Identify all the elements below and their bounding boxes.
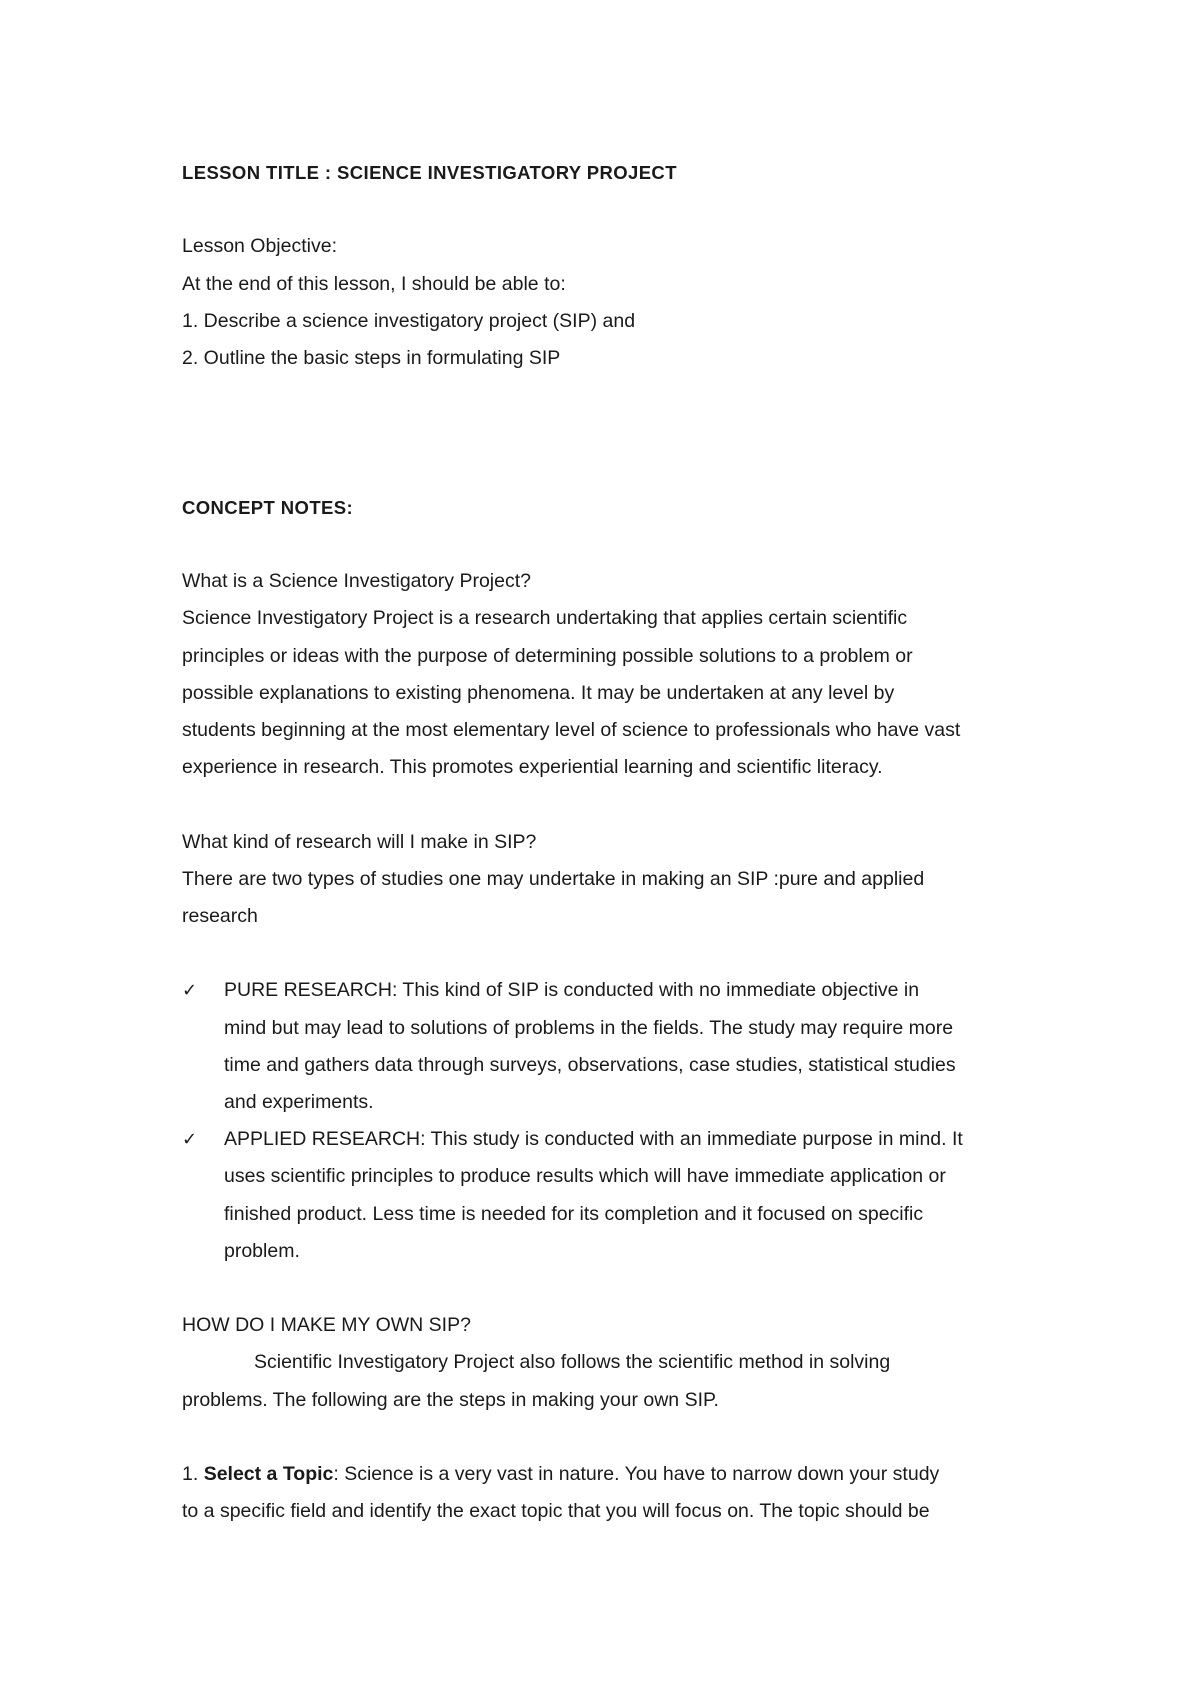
concept-notes-heading: CONCEPT NOTES: xyxy=(182,496,354,518)
list-item-line: time and gathers data through surveys, observations, case studies, statistical studies xyxy=(224,1053,956,1076)
question-how-to-make-sip: HOW DO I MAKE MY OWN SIP? xyxy=(182,1314,471,1337)
paragraph-line: There are two types of studies one may undertake in making an SIP :pure and applied xyxy=(182,867,925,890)
step-1-title: Select a Topic xyxy=(203,1463,334,1485)
list-item-line: and experiments. xyxy=(224,1091,374,1113)
paragraph-line: possible explanations to existing phenomena. It may be undertaken at any level by xyxy=(182,681,895,704)
objective-label: Lesson Objective: xyxy=(182,235,338,258)
paragraph-line: to a specific field and identify the exact topic that you will focus on. The topic should be xyxy=(182,1500,930,1523)
step-1-text: : Science is a very vast in nature. You have to narrow down your study xyxy=(333,1463,940,1485)
pure-research-item xyxy=(182,972,1032,1121)
list-item-line: PURE RESEARCH: This kind of SIP is conducted with no immediate objective in xyxy=(224,979,920,1002)
objective-item-2: 2. Outline the basic steps in formulating SIP xyxy=(182,347,561,369)
checkmark-icon: ✓ xyxy=(182,980,198,1001)
paragraph-line: principles or ideas with the purpose of determining possible solutions to a problem or xyxy=(182,644,913,667)
list-item-line: finished product. Less time is needed for its completion and it focused on specific xyxy=(224,1202,924,1225)
paragraph-line: Science Investigatory Project is a research undertaking that applies certain scientific xyxy=(182,607,908,630)
list-item-line: problem. xyxy=(224,1239,300,1262)
checkmark-icon: ✓ xyxy=(182,1129,198,1150)
question-kind-of-research: What kind of research will I make in SIP? xyxy=(182,830,537,853)
list-item-line: mind but may lead to solutions of problems in the fields. The study may require more xyxy=(224,1016,954,1039)
lesson-title: LESSON TITLE : SCIENCE INVESTIGATORY PROJECT xyxy=(182,162,677,183)
applied-research-item xyxy=(182,1121,1032,1270)
list-item-line: APPLIED RESEARCH: This study is conducted with an immediate purpose in mind. It xyxy=(224,1128,963,1151)
objective-intro: At the end of this lesson, I should be able to: xyxy=(182,272,566,295)
paragraph-line: Scientific Investigatory Project also follows the scientific method in solving xyxy=(254,1351,891,1374)
paragraph-line: research xyxy=(182,905,258,927)
step-1-number: 1. xyxy=(182,1463,204,1485)
objective-item-1: 1. Describe a science investigatory project (SIP) and xyxy=(182,309,636,332)
paragraph-line: experience in research. This promotes experiential learning and scientific literacy. xyxy=(182,756,883,779)
paragraph-line: students beginning at the most elementary level of science to professionals who have vast xyxy=(182,719,961,741)
document-page xyxy=(182,154,1032,1530)
question-what-is-sip: What is a Science Investigatory Project? xyxy=(182,570,531,593)
list-item-line: uses scientific principles to produce results which will have immediate application or xyxy=(224,1165,946,1188)
paragraph-line: problems. The following are the steps in making your own SIP. xyxy=(182,1388,719,1411)
step-1 xyxy=(182,1456,1032,1493)
